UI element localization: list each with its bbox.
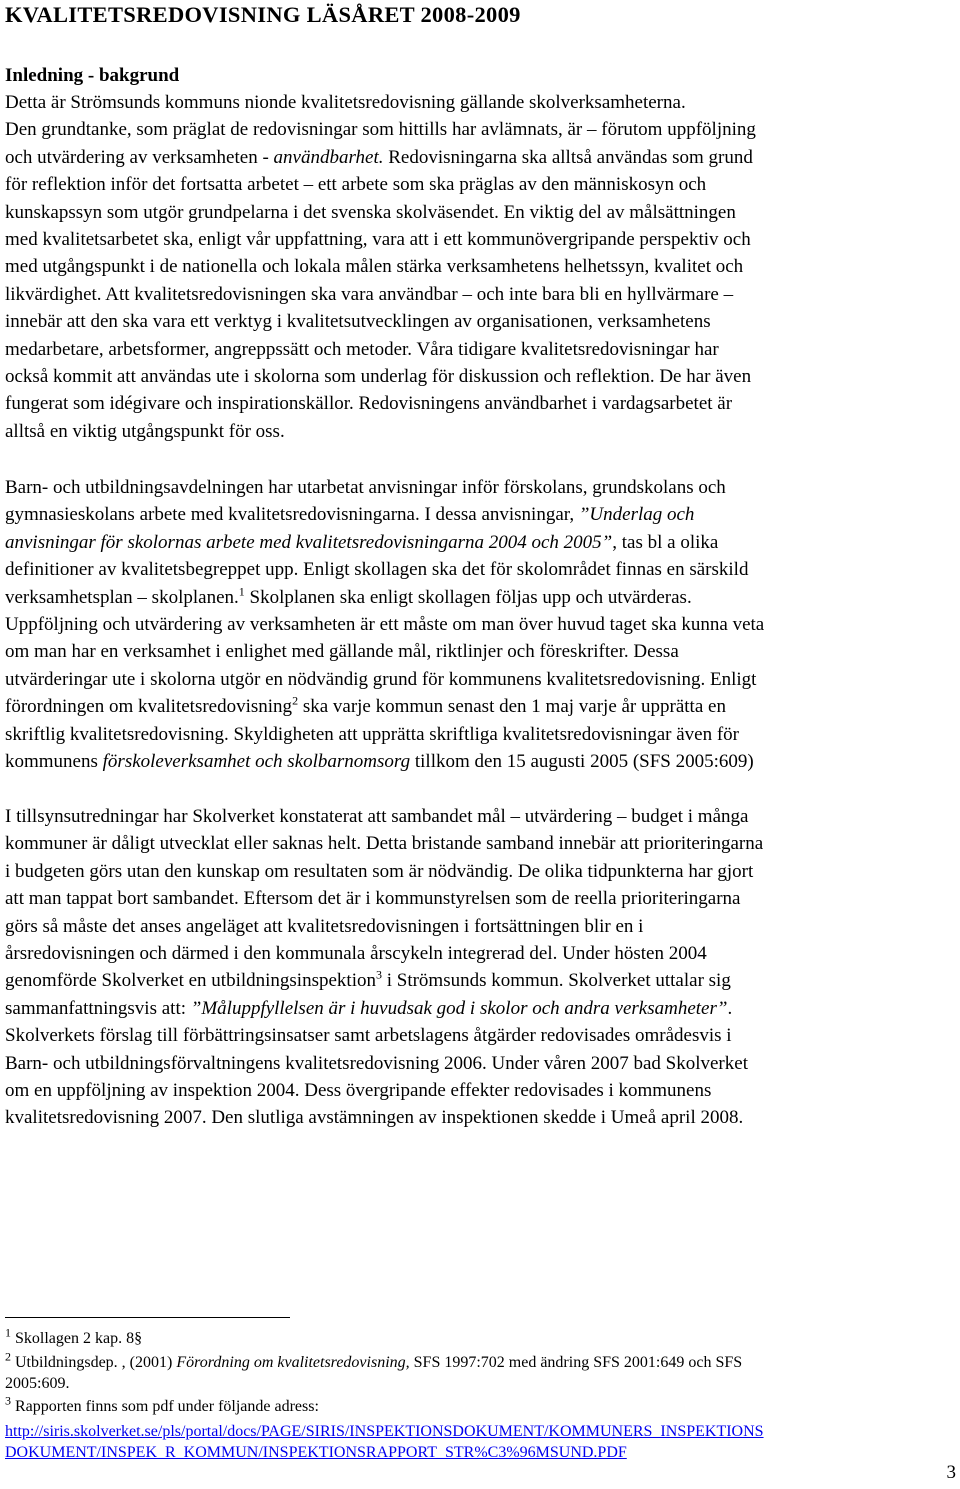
footnote-2-number: 2: [5, 1349, 11, 1364]
paragraph-intro-text-a: Detta är Strömsunds kommuns nionde kvalitetsredovisning gällande skolverksamheterna. Den grundtanke, som präglat de redovisningar som hittills har avlämnats, är – förutom uppföljning och utvärdering av verksamheten -: [5, 92, 756, 168]
footnote-ref-2: 2: [292, 693, 299, 708]
footnote-ref-3: 3: [375, 968, 382, 983]
paragraph-guidelines-italic: ”Underlag och anvisningar för skolornas arbete med kvalitetsredovisningarna 2004 och 2005”: [5, 504, 695, 553]
footnote-3-text: Rapporten finns som pdf under följande adress:: [11, 1398, 319, 1415]
paragraph-inspection-italic: ”Måluppfyllelsen är i huvudsak god i skolor och andra verksamheter”: [190, 997, 728, 1019]
section-heading: Inledning - bakgrund: [5, 65, 180, 86]
paragraph-inspection: [5, 803, 957, 1132]
paragraph-intro: [5, 89, 957, 445]
paragraph-inspection-text-c: . Skolverkets förslag till förbättringsinsatser samt arbetslagens åtgärder redovisades områdesvis i Barn- och utbildningsförvaltningens kvalitetsredovisning 2006. Under våren 2007 bad Skolverket om en uppföljning av inspektion 2004. Dess övergripande effekter redovisades i kommunens kvalitetsredovisning 2007. Den slutliga avstämningen av inspektionen skedde i Umeå april 2008.: [5, 997, 748, 1129]
paragraph-intro-text-b: Redovisningarna ska alltså användas som grund för reflektion inför det fortsatta arbetet – ett arbete som ska präglas av den människosyn och kunskapssyn som utgör grundpelarna i det svenska skolväsendet. En viktig del av målsättningen med kvalitetsarbetet ska, enligt vår uppfattning, vara att i ett kommunövergripande perspektiv och med utgångspunkt i de nationella och lokala målen stärka verksamhetens helhetssyn, kvalitet och likvärdighet. Att kvalitetsredovisningen ska vara användbar – och inte bara bli en hyllvärmare – innebär att den ska vara ett verktyg i kvalitetsutvecklingen av organisationen, verksamhetens medarbetare, arbetsformer, angreppssätt och metoder. Våra tidigare kvalitetsredovisningar har också kommit att användas ute i skolorna som underlag för diskussion och reflektion. De har även fungerat som idégivare och inspirationskällor. Redovisningens användbarhet i vardagsarbetet är alltså en viktig utgångspunkt för oss.: [5, 146, 753, 442]
paragraph-inspection-text-a: I tillsynsutredningar har Skolverket konstaterat att sambandet mål – utvärdering – budget i många kommuner är dåligt utvecklat eller saknas helt. Detta bristande samband innebär att prioriteringarna i budgeten görs utan den kunskap om resultaten som är nödvändig. De olika tidpunkterna har gjort att man tappat bort sambandet. Eftersom det är i kommunstyrelsen som de reella prioriteringarna görs så måste det anses angeläget att kvalitetsredovisningen i fortsättningen blir en i årsredovisningen och därmed i den kommunala årscykeln integrerad del. Under hösten 2004 genomförde Skolverket en utbildningsinspektion: [5, 806, 764, 992]
footnote-1-text: Skollagen 2 kap. 8§: [11, 1330, 143, 1347]
paragraph-guidelines: [5, 474, 957, 775]
paragraph-intro-italic: användbarhet.: [273, 146, 384, 168]
footnote-1: [5, 1325, 955, 1349]
footnote-3-number: 3: [5, 1393, 11, 1408]
footnote-2-text-b: SFS 1997:702 med ändring SFS 2001:649 och SFS 2005:609.: [5, 1354, 743, 1392]
paragraph-guidelines-text-c: Skolplanen ska enligt skollagen följas upp och utvärderas. Uppföljning och utvärdering av verksamheten är ett måste om man över huvud taget ska kunna veta om man har en verksamhet i enlighet med gällande mål, riktlinjer och föreskrifter. Dessa utvärderingar ute i skolorna utgör en nödvändig grund för kommunens kvalitetsredovisning. Enligt förordningen om kvalitetsredovisning: [5, 586, 765, 718]
paragraph-guidelines-text-d: ska varje kommun senast den 1 maj varje år upprätta en skriftlig kvalitetsredovisning. Skyldigheten att upprätta skriftliga kvalitetsredovisningar även för kommunens: [5, 696, 739, 773]
document-title: KVALITETSREDOVISNING LÄSÅRET 2008-2009: [5, 2, 521, 27]
footnote-3-link[interactable]: http://siris.skolverket.se/pls/portal/docs/PAGE/SIRIS/INSPEKTIONSDOKUMENT/KOMMUNERS_INSPEKTIONS DOKUMENT/INSPEK_R_KOMMUN/INSPEKTIONSRAPPORT_STR%C3%96MSUND.PDF: [5, 1423, 764, 1461]
footnote-ref-1: 1: [238, 584, 245, 599]
paragraph-guidelines-text-e: tillkom den 15 augusti 2005 (SFS 2005:609): [410, 751, 754, 773]
page-number: 3: [946, 1462, 956, 1483]
footnote-1-number: 1: [5, 1325, 11, 1340]
footnote-divider: [5, 1317, 290, 1318]
paragraph-inspection-text-b: i Strömsunds kommun. Skolverket uttalar sig sammanfattningsvis att:: [5, 970, 731, 1019]
footnote-2-italic: Förordning om kvalitetsredovisning,: [176, 1354, 410, 1371]
footnote-2-text-a: Utbildningsdep. , (2001): [11, 1354, 177, 1371]
footnote-3: [5, 1393, 955, 1417]
paragraph-guidelines-italic-2: förskoleverksamhet och skolbarnomsorg: [102, 751, 411, 773]
paragraph-guidelines-text-a: Barn- och utbildningsavdelningen har utarbetat anvisningar inför förskolans, grundskolans och gymnasieskolans arbete med kvalitetsredovisningarna. I dessa anvisningar,: [5, 477, 726, 526]
paragraph-guidelines-text-b: , tas bl a olika definitioner av kvalitetsbegreppet upp. Enligt skollagen ska det för skolområdet finnas en särskild verksamhetsplan – skolplanen.: [5, 531, 749, 608]
footnote-2: [5, 1349, 955, 1394]
